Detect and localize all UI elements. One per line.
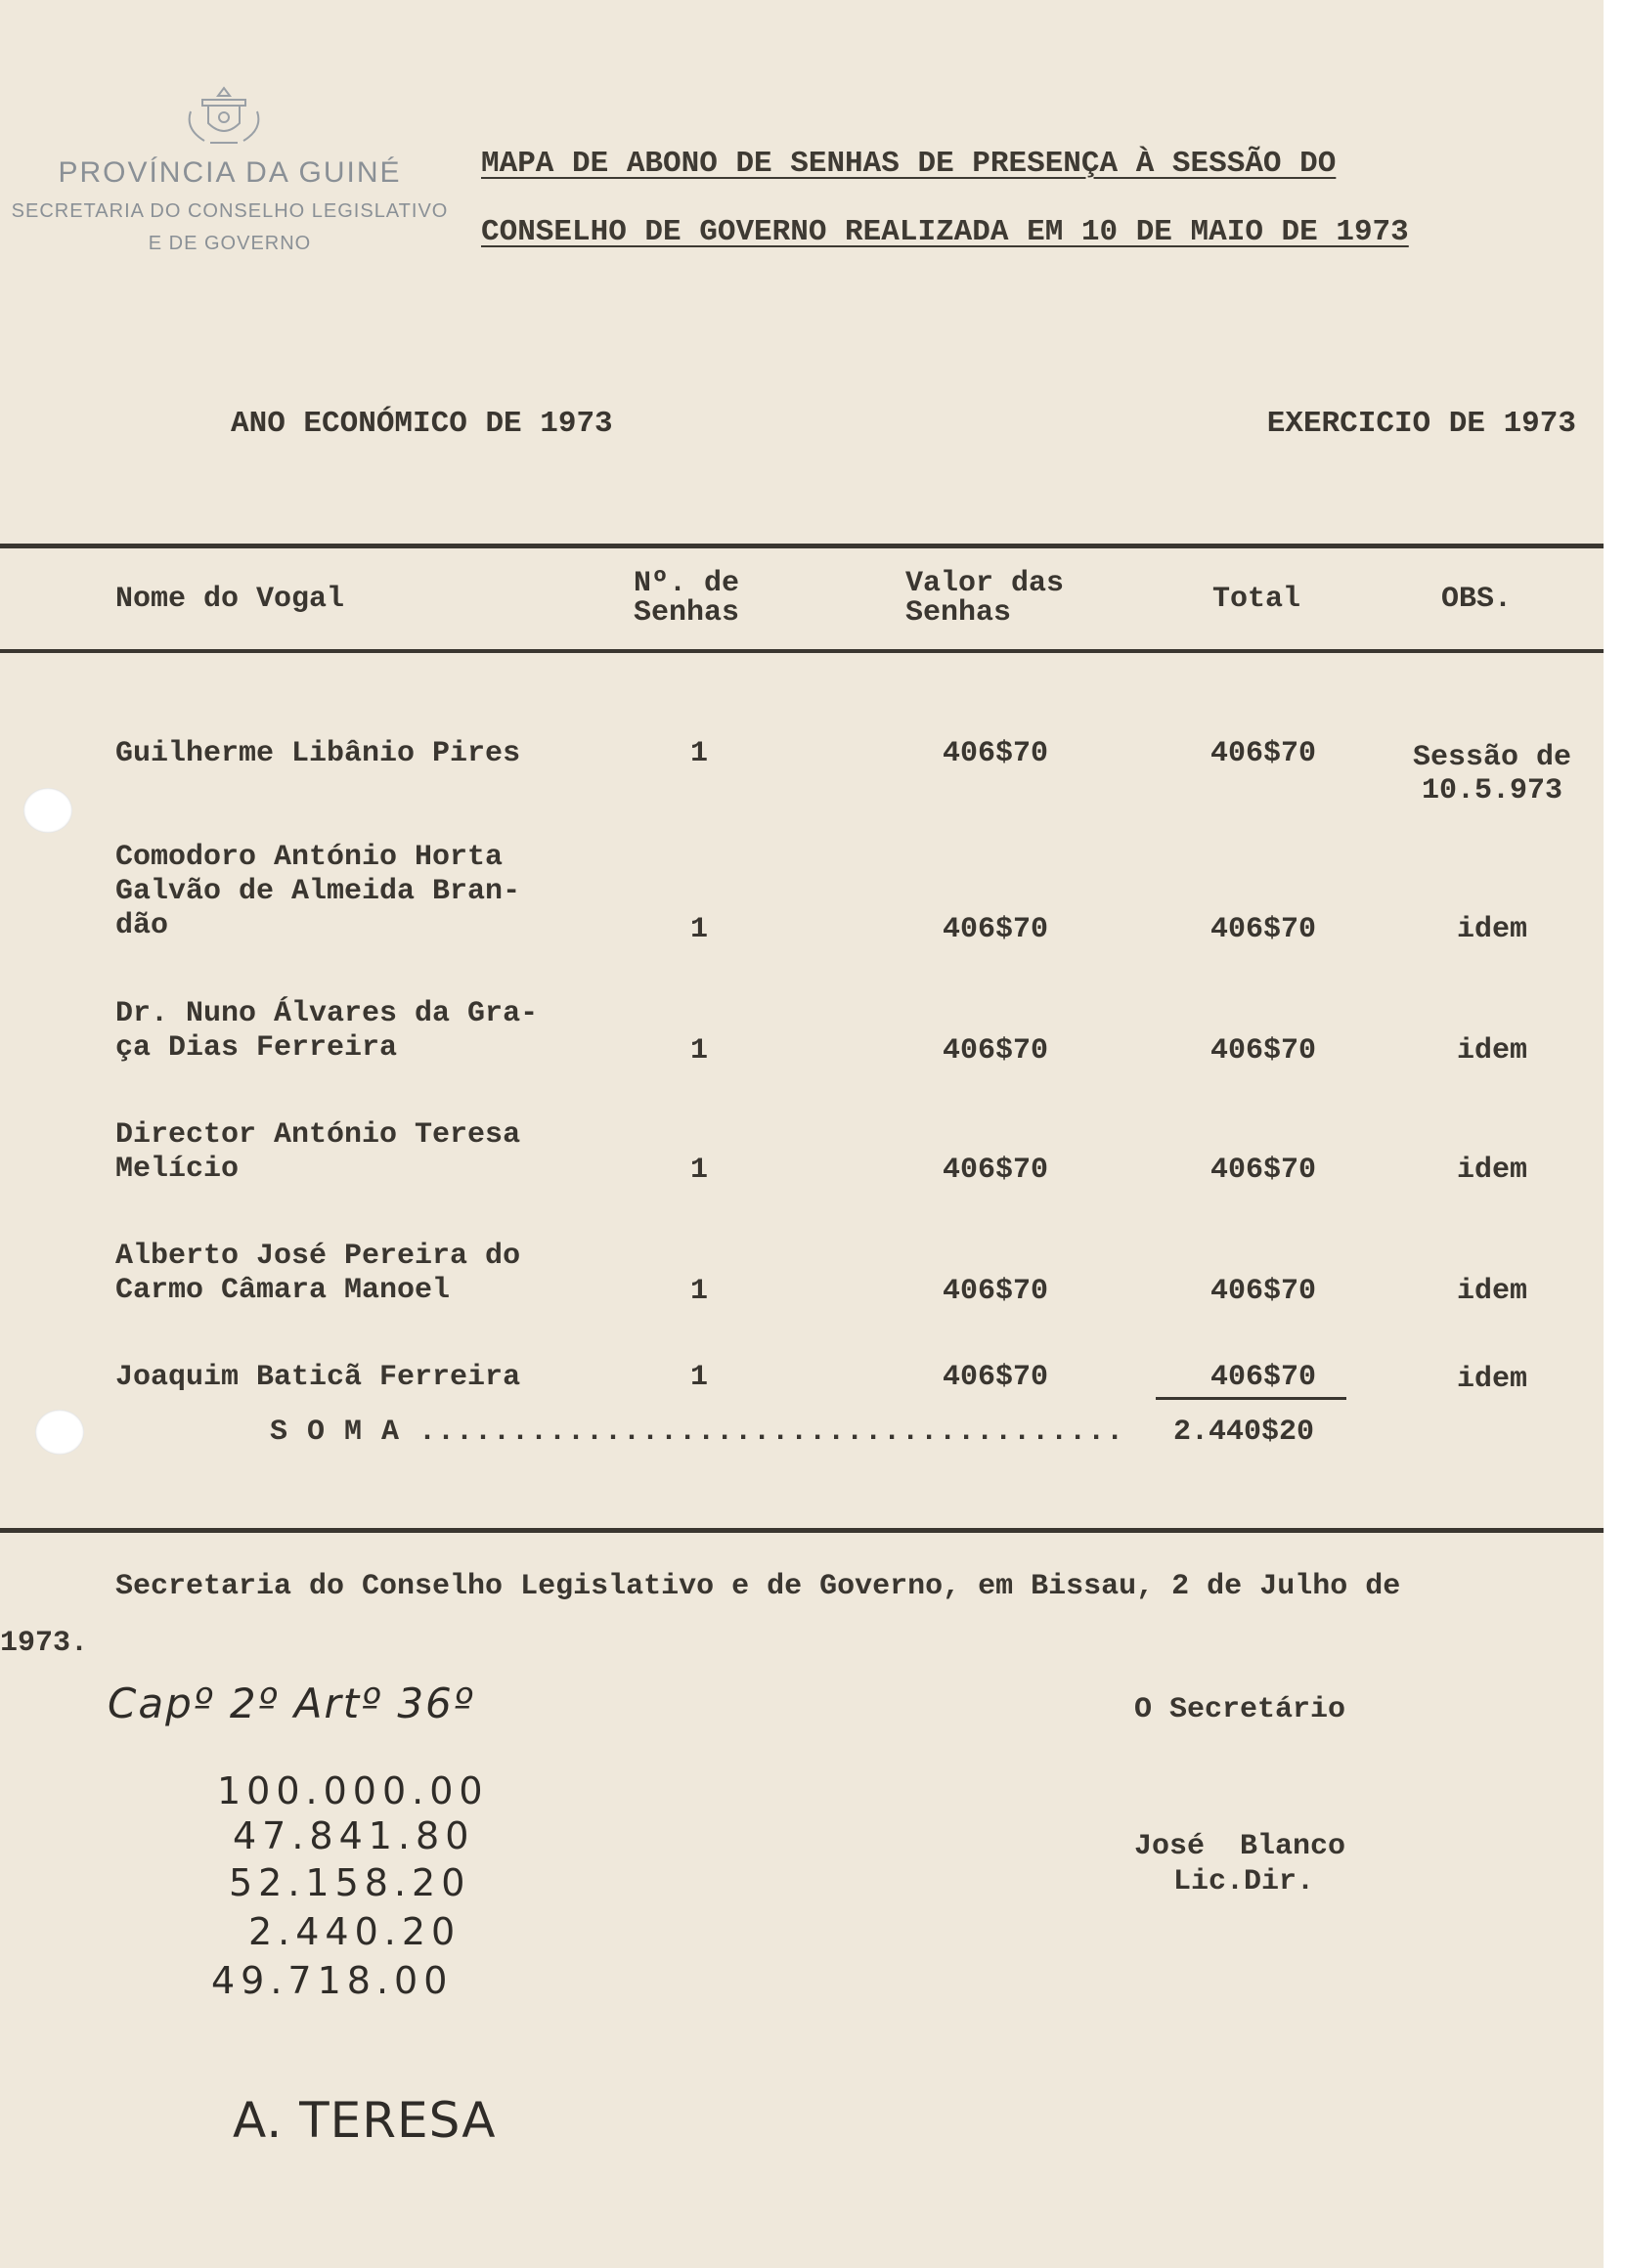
signatory-role: O Secretário [1134,1693,1346,1726]
handwritten-budget-reference: Capº 2º Artº 36º [108,1679,475,1727]
row-obs: Sessão de 10.5.973 [1412,741,1572,807]
document-title-line-2: CONSELHO DE GOVERNO REALIZADA EM 10 DE MAIO DE 1973 [481,215,1409,249]
handwritten-amount: 52.158.20 [229,1861,471,1904]
soma-value: 2.440$20 [1173,1416,1315,1449]
footer-place-date: Secretaria do Conselho Legislativo e de Governo, em Bissau, 2 de Julho de [115,1570,1401,1603]
letterhead-secretariat: SECRETARIA DO CONSELHO LEGISLATIVO [11,200,449,222]
coat-of-arms-icon [181,82,267,151]
row-name: Director António Teresa Melício [115,1118,521,1186]
handwritten-amount: 100.000.00 [217,1769,489,1812]
header-valor-senhas: Valor das Senhas [905,567,1065,630]
row-obs: idem [1456,913,1527,946]
row-name: Dr. Nuno Álvares da Gra- ça Dias Ferreira [115,997,539,1065]
row-total: 406$70 [1210,1154,1317,1187]
row-valor: 406$70 [943,1275,1049,1308]
row-obs: idem [1456,1275,1527,1308]
handwritten-amount: 49.718.00 [211,1959,454,2002]
row-valor: 406$70 [943,1034,1049,1068]
row-num-senhas: 1 [690,1361,709,1394]
row-total: 406$70 [1210,737,1317,770]
page-edge [1604,0,1627,2268]
row-total: 406$70 [1210,1034,1317,1068]
footer-year: 1973. [0,1627,89,1660]
total-underline [1156,1397,1346,1400]
row-name: Joaquim Baticã Ferreira [115,1361,521,1394]
header-name: Nome do Vogal [115,583,345,616]
signatory-name: José Blanco [1134,1830,1346,1863]
row-num-senhas: 1 [690,1154,709,1187]
row-name: Guilherme Libânio Pires [115,737,521,770]
row-num-senhas: 1 [690,1034,709,1068]
row-name: Comodoro António Horta Galvão de Almeida Bran- dão [115,841,521,942]
row-total: 406$70 [1210,1275,1317,1308]
row-valor: 406$70 [943,737,1049,770]
exercicio: EXERCICIO DE 1973 [1266,407,1576,441]
punch-hole [23,788,72,833]
row-valor: 406$70 [943,913,1049,946]
header-num-senhas: Nº. de Senhas [634,567,740,630]
row-obs: idem [1456,1154,1527,1187]
letterhead-government: E DE GOVERNO [148,233,312,254]
handwritten-amount: 2.440.20 [248,1910,462,1953]
row-obs: idem [1456,1034,1527,1068]
document-title-line-1: MAPA DE ABONO DE SENHAS DE PRESENÇA À SESSÃO DO [481,147,1337,181]
row-num-senhas: 1 [690,913,709,946]
row-num-senhas: 1 [690,1275,709,1308]
handwritten-amount: 47.841.80 [233,1814,475,1857]
row-total: 406$70 [1210,1361,1317,1394]
table-top-rule [0,544,1604,548]
row-total: 406$70 [1210,913,1317,946]
table-bottom-rule [0,1528,1604,1533]
row-obs: idem [1456,1363,1527,1396]
row-name: Alberto José Pereira do Carmo Câmara Manoel [115,1240,521,1307]
row-valor: 406$70 [943,1361,1049,1394]
letterhead-province: PROVÍNCIA DA GUINÉ [58,156,402,189]
header-total: Total [1212,583,1301,616]
row-num-senhas: 1 [690,737,709,770]
row-valor: 406$70 [943,1154,1049,1187]
header-obs: OBS. [1441,583,1513,616]
signatory-title: Lic.Dir. [1173,1865,1315,1898]
punch-hole [35,1410,84,1455]
table-header-rule [0,649,1604,653]
handwritten-signature: A. TERESA [233,2092,497,2149]
ano-economico: ANO ECONÓMICO DE 1973 [231,407,613,441]
soma-label: S O M A ...................................... [270,1416,1125,1449]
